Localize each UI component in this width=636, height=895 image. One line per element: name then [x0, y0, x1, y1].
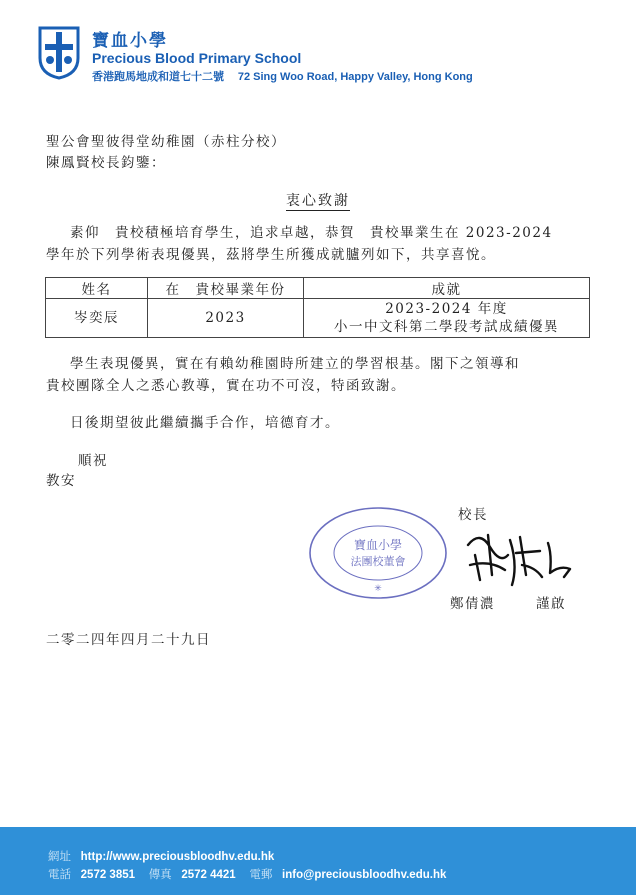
footer-website-line	[48, 848, 284, 864]
letter-date: 二零二四年四月二十九日	[46, 632, 211, 648]
sign-off: 謹啟	[536, 596, 566, 612]
signer-name: 鄭倩濃	[450, 596, 495, 612]
footer-contact-line	[48, 866, 456, 882]
table-row	[46, 299, 590, 338]
school-stamp	[307, 505, 449, 601]
achievement-line1: 2023-2024 年度	[385, 301, 508, 317]
address-en: 72 Sing Woo Road, Happy Valley, Hong Kong	[237, 71, 473, 83]
school-name-cn: 寶血小學	[92, 31, 168, 51]
letter-title-text: 衷心致謝	[286, 193, 350, 209]
phone-label: 電話	[48, 867, 71, 881]
fax-number: 2572 4421	[181, 869, 236, 881]
school-address	[92, 68, 473, 84]
para3: 日後期望彼此繼續攜手合作，培德育才。	[70, 415, 340, 431]
fax-label: 傳真	[148, 867, 172, 881]
letter-title	[0, 190, 636, 210]
achievement-table	[45, 277, 590, 338]
para2-line2: 貴校團隊全人之悉心教導，實在功不可沒，特函致謝。	[46, 378, 406, 394]
salutation-line2: 教安	[46, 473, 76, 489]
stamp-star: ✳	[374, 584, 382, 594]
table-header-row	[46, 278, 590, 299]
para1-line2: 學年於下列學術表現優異，茲將學生所獲成就臚列如下，共享喜悅。	[46, 247, 496, 263]
website-link[interactable]: http://www.preciousbloodhv.edu.hk	[80, 851, 275, 863]
recipient-school: 聖公會聖彼得堂幼稚園（赤柱分校）	[46, 134, 286, 150]
cell-name: 岑奕辰	[46, 299, 148, 338]
school-crest-icon	[36, 24, 82, 80]
phone-number: 2572 3851	[80, 869, 136, 881]
cell-achievement	[304, 299, 590, 338]
para1-line1: 素仰 貴校積極培育學生，追求卓越，恭賀 貴校畢業生在 2023-2024	[70, 225, 553, 241]
cell-year: 2023	[148, 299, 304, 338]
stamp-center-line1: 寶血小學	[353, 538, 403, 552]
signature	[460, 525, 580, 590]
achievement-line2: 小一中文科第二學段考試成績優異	[334, 319, 559, 335]
recipient-principal: 陳鳳賢校長鈞鑒：	[46, 155, 166, 171]
email-label: 電郵	[249, 867, 273, 881]
stamp-center-line2: 法團校董會	[350, 555, 406, 568]
school-name-en: Precious Blood Primary School	[92, 50, 302, 66]
signer-title: 校長	[458, 507, 488, 523]
header-year: 在 貴校畢業年份	[148, 278, 304, 299]
website-label: 網址	[48, 849, 71, 863]
email-link[interactable]: info@preciousbloodhv.edu.hk	[282, 869, 447, 881]
salutation-line1: 順祝	[78, 453, 108, 469]
header-name: 姓名	[46, 278, 148, 299]
address-cn: 香港跑馬地成和道七十二號	[92, 70, 224, 83]
para2-line1: 學生表現優異，實在有賴幼稚園時所建立的學習根基。閣下之領導和	[70, 356, 520, 372]
header-achievement: 成就	[304, 278, 590, 299]
